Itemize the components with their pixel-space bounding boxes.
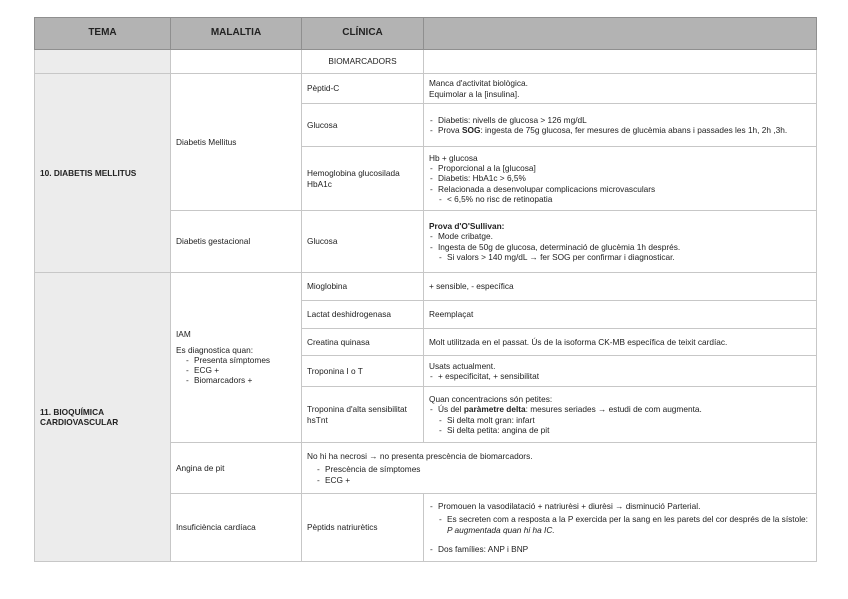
- list-item: - Prova SOG: ingesta de 75g glucosa, fer mesures de glucèmia abans i passades les 1h, 2h ,3h.: [429, 125, 811, 135]
- marker-glucosa: Glucosa: [302, 104, 424, 147]
- list-item: - Ús del paràmetre delta: mesures seriades → estudi de com augmenta.: [429, 404, 811, 414]
- list-item: - + especificitat, + sensibilitat: [429, 371, 811, 381]
- desc-line: Quan concentracions són petites:: [429, 394, 553, 405]
- list-item: - Es secreten com a resposta a la P exercida per la sang en les parets del cor després de la sístole: P augmentada quan hi ha IC.: [438, 514, 811, 534]
- desc-creatina: Molt utilitzada en el passat. Ús de la isoforma CK-MB específica de teixit cardíac.: [424, 329, 817, 356]
- marker-peptid-c: Pèptid-C: [302, 74, 424, 104]
- desc-hstnt: [424, 387, 817, 443]
- list-item: - ECG +: [185, 365, 296, 375]
- desc-line: Usats actualment.: [429, 360, 496, 371]
- desc-angina: [302, 443, 817, 494]
- marker-troponina: Troponina I o T: [302, 356, 424, 387]
- marker-lactat: Lactat deshidrogenasa: [302, 301, 424, 329]
- list-item: - Proporcional a la [glucosa]: [429, 163, 811, 173]
- iam-title: IAM: [176, 329, 191, 340]
- biomarcadors-label: BIOMARCADORS: [302, 50, 424, 74]
- desc-line: Manca d'activitat biològica.: [429, 78, 528, 89]
- malaltia-diabetis-gestacional: Diabetis gestacional: [171, 211, 302, 273]
- list-item: - Diabetis: HbA1c > 6,5%: [429, 173, 811, 183]
- desc-insuficiencia: [424, 494, 817, 562]
- list-item: - Biomarcadors +: [185, 375, 296, 385]
- list-item: - Relacionada a desenvolupar complicacions microvasculars: [429, 184, 811, 194]
- marker-hba1c: Hemoglobina glucosilada HbA1c: [302, 147, 424, 211]
- desc-mioglobina: + sensible, - específica: [424, 273, 817, 301]
- desc-troponina: [424, 356, 817, 387]
- list-item: - Presenta símptomes: [185, 355, 296, 365]
- desc-line: Hb + glucosa: [429, 152, 478, 163]
- subheader-empty-extra: [424, 50, 817, 74]
- malaltia-angina: Angina de pit: [171, 443, 302, 494]
- malaltia-iam: [171, 273, 302, 443]
- osullivan-title: Prova d'O'Sullivan:: [429, 221, 505, 232]
- marker-glucosa-gest: Glucosa: [302, 211, 424, 273]
- desc-line: Equimolar a la [insulina].: [429, 88, 520, 99]
- header-extra: [424, 18, 817, 50]
- subheader-empty-tema: [35, 50, 171, 74]
- tema-diabetis: 10. DIABETIS MELLITUS: [35, 74, 171, 273]
- list-item: - Mode cribatge.: [429, 231, 811, 241]
- malaltia-diabetis-mellitus: Diabetis Mellitus: [171, 74, 302, 211]
- list-item: - Ingesta de 50g de glucosa, determinació de glucèmia 1h després.: [429, 242, 811, 252]
- subheader-row: [35, 50, 817, 74]
- list-item: - < 6,5% no risc de retinopatia: [438, 194, 811, 204]
- malaltia-insuficiencia: Insuficiència cardíaca: [171, 494, 302, 562]
- header-row: [35, 18, 817, 50]
- list-item: - ECG +: [316, 475, 811, 485]
- desc-peptid-c: [424, 74, 817, 104]
- subheader-empty-malaltia: [171, 50, 302, 74]
- desc-glucosa: [424, 104, 817, 147]
- desc-osullivan: [424, 211, 817, 273]
- summary-table: [34, 17, 817, 562]
- list-item: - Promouen la vasodilatació + natriurèsi + diurèsi → disminució Parterial.: [429, 501, 811, 511]
- marker-creatina: Creatina quinasa: [302, 329, 424, 356]
- marker-mioglobina: Mioglobina: [302, 273, 424, 301]
- list-item: - Prescència de símptomes: [316, 464, 811, 474]
- iam-subtitle: Es diagnostica quan:: [176, 344, 254, 355]
- list-item: - Si valors > 140 mg/dL → fer SOG per confirmar i diagnosticar.: [438, 252, 811, 262]
- desc-hba1c: [424, 147, 817, 211]
- list-item: - Diabetis: nivells de glucosa > 126 mg/dL: [429, 115, 811, 125]
- header-clinica: CLÍNICA: [302, 18, 424, 50]
- list-item: - Dos famílies: ANP i BNP: [429, 544, 811, 554]
- header-malaltia: MALALTIA: [171, 18, 302, 50]
- table-row: [35, 273, 817, 301]
- tema-cardio: 11. BIOQUÍMICA CARDIOVASCULAR: [35, 273, 171, 562]
- marker-peptids-natriuretics: Pèptids natriurètics: [302, 494, 424, 562]
- marker-hstnt: Troponina d'alta sensibilitat hsTnt: [302, 387, 424, 443]
- header-tema: TEMA: [35, 18, 171, 50]
- desc-lactat: Reemplaçat: [424, 301, 817, 329]
- list-item: - Si delta molt gran: infart: [438, 415, 811, 425]
- desc-line: No hi ha necrosi → no presenta prescència de biomarcadors.: [307, 451, 533, 462]
- table-row: [35, 74, 817, 104]
- list-item: - Si delta petita: angina de pit: [438, 425, 811, 435]
